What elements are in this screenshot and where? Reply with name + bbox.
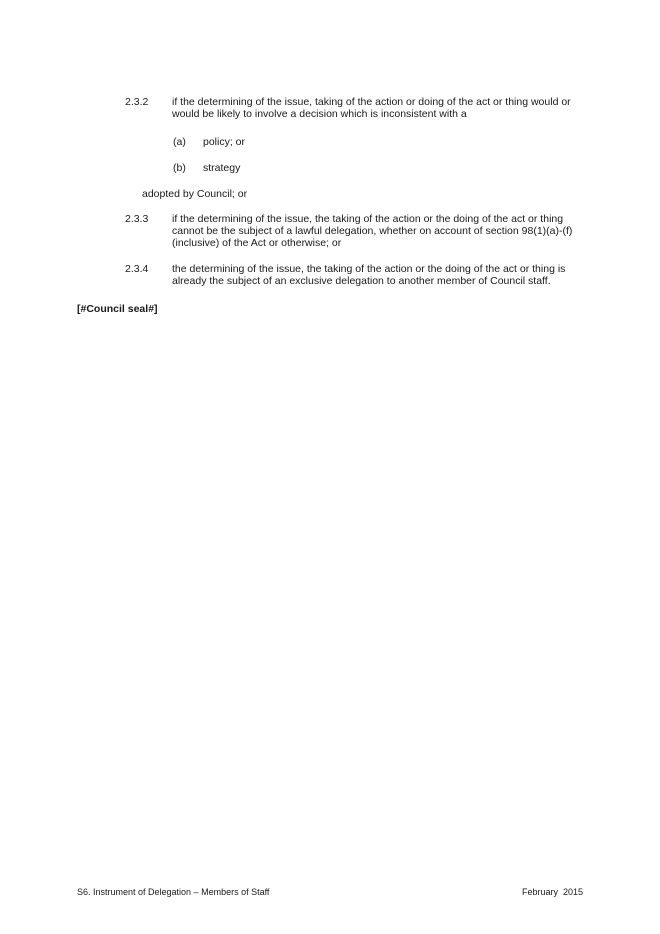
clause-text: the determining of the issue, the taking of the action or the doing of the act or thing is already the subject of an exclusive delegation to another member of Council staff.	[172, 263, 566, 287]
clause-text: if the determining of the issue, the taking of the action or the doing of the act or thing cannot be the subject of a lawful delegation, whether on account of section 98(1)(a)-(f) (inclusive) of the Act or otherwise; or	[172, 213, 573, 249]
clause-text: if the determining of the issue, taking of the action or doing of the act or thing would or would be likely to involve a decision which is inconsistent with a	[172, 96, 571, 120]
subitem-b	[173, 162, 583, 174]
clause-2-3-2	[77, 96, 583, 120]
footer-document-title: S6. Instrument of Delegation – Members of Staff	[77, 887, 270, 897]
page-footer	[77, 887, 583, 898]
clause-number: 2.3.4	[125, 263, 149, 275]
footer-date: February 2015	[521, 887, 583, 897]
clause-2-3-3	[77, 213, 583, 249]
subitem-text: strategy	[203, 162, 241, 174]
subitem-text: policy; or	[203, 136, 246, 148]
clause-continuation: adopted by Council; or	[142, 188, 248, 200]
subitem-a	[173, 136, 583, 148]
clause-number: 2.3.3	[125, 213, 149, 225]
clause-number: 2.3.2	[125, 96, 149, 108]
subitem-label: (a)	[173, 136, 186, 148]
document-body	[77, 96, 583, 315]
clause-2-3-4	[77, 263, 583, 287]
council-seal-placeholder: [#Council seal#]	[77, 303, 158, 315]
subitem-label: (b)	[173, 162, 186, 174]
